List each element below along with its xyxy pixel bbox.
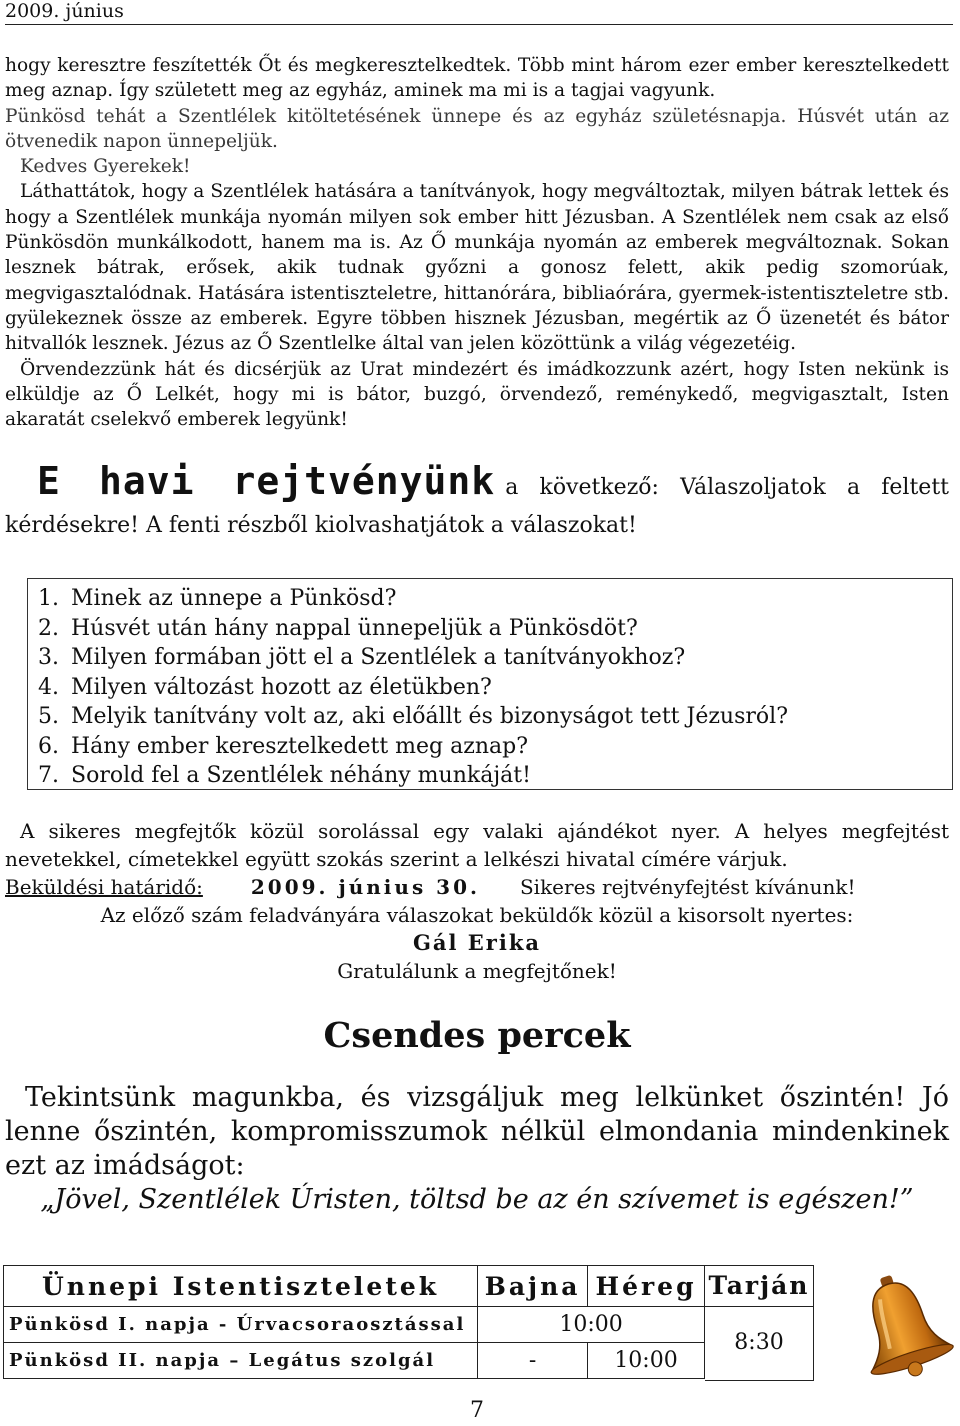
- column-hereg: Héreg: [588, 1266, 705, 1307]
- question-item: [38, 702, 952, 732]
- service-time-2-bajna: -: [478, 1343, 588, 1379]
- question-number: 5.: [38, 704, 59, 729]
- column-bajna: Bajna: [478, 1266, 588, 1307]
- question-text: Milyen formában jött el a Szentlélek a tanítványokhoz?: [71, 645, 686, 670]
- questions-box: [27, 578, 953, 790]
- previous-winner-text: Az előző szám feladványára válaszokat beküldők közül a kisorsolt nyertes:: [100, 903, 854, 927]
- service-label-2: Pünkösd II. napja – Legátus szolgál: [4, 1343, 478, 1379]
- question-text: Melyik tanítvány volt az, aki előállt és bizonyságot tett Jézusról?: [71, 704, 788, 729]
- services-table: [3, 1265, 705, 1379]
- services-header: Ünnepi Istentiszteletek: [4, 1266, 478, 1307]
- results-paragraph: A sikeres megfejtők közül sorolással egy valaki ajándékot nyer. A helyes megfejtést nevetekkel, címetekkel együtt szokás szerint a lelkészi hivatal címére várjuk.: [5, 819, 949, 871]
- prayer-intro: Tekintsünk magunkba, és vizsgáljuk meg lelkünket őszintén! Jó lenne őszintén, kompromisszumok nélkül elmondania mindenkinek ezt az imádságot:: [5, 1082, 949, 1181]
- service-row-1: [4, 1307, 705, 1343]
- body-paragraph-4: Örvendezzünk hát és dicsérjük az Urat mindezért és imádkozzunk azért, hogy Isten nekünk is elküldje az Ő Lelkét, hogy mi is bátor, buzgó, örvendező, reménykedő, megvigasztalt, Isten akaratát cselekvő emberek legyünk!: [5, 358, 949, 431]
- deadline-label: Beküldési határidő:: [5, 875, 203, 899]
- prayer-quote: „Jövel, Szentlélek Úristen, töltsd be az én szívemet is egészen!”: [40, 1184, 914, 1215]
- service-time-1: 10:00: [478, 1307, 705, 1343]
- question-number: 2.: [38, 615, 59, 641]
- header-rule: [5, 24, 953, 25]
- riddle-intro-text: a következő: Válaszoljatok a feltett kérdésekre! A fenti részből kiolvashatjátok a válaszokat!: [5, 475, 949, 538]
- question-item: [38, 643, 952, 673]
- question-text: Sorold fel a Szentlélek néhány munkáját!: [71, 763, 531, 788]
- question-number: 3.: [38, 645, 59, 670]
- results-block: [5, 817, 949, 985]
- service-row-2: [4, 1343, 705, 1379]
- body-text: [5, 53, 949, 432]
- body-greeting: Kedves Gyerekek!: [20, 156, 191, 178]
- deadline-line: [5, 873, 949, 901]
- service-label-1: Pünkösd I. napja - Úrvacsoraosztással: [4, 1307, 478, 1343]
- prayer-block: [5, 1081, 949, 1217]
- question-item: [38, 761, 952, 791]
- question-text: Milyen változást hozott az életükben?: [71, 674, 492, 700]
- question-number: 1.: [38, 586, 59, 611]
- wish-text: Sikeres rejtvényfejtést kívánunk!: [519, 875, 856, 899]
- deadline-date: 2009. június 30.: [250, 875, 480, 899]
- question-number: 4.: [38, 674, 59, 700]
- service-time-tarjan: 8:30: [705, 1305, 814, 1381]
- question-number: 7.: [38, 763, 59, 788]
- riddle-title: E havi rejtvényünk: [37, 459, 496, 503]
- question-item: [38, 732, 952, 762]
- questions-list: [28, 579, 952, 791]
- body-paragraph-2: Pünkösd tehát a Szentlélek kitöltetésének ünnepe és az egyház születésnapja. Húsvét után az ötvenedik napon ünnepeljük.: [5, 105, 949, 152]
- winner-name: Gál Erika: [412, 930, 542, 955]
- body-paragraph-1: hogy keresztre feszítették Őt és megkeresztelkedtek. Több mint három ezer ember keresztelkedett meg aznap. Így született meg az egyház, aminek ma mi is a tagjai vagyunk.: [5, 55, 949, 102]
- question-text: Hány ember keresztelkedett meg aznap?: [71, 733, 529, 759]
- service-time-2-hereg: 10:00: [588, 1343, 705, 1379]
- column-tarjan: Tarján: [705, 1265, 814, 1307]
- section-title: Csendes percek: [323, 1015, 631, 1056]
- body-paragraph-3: Láthattátok, hogy a Szentlélek hatására a tanítványok, hogy megváltoztak, milyen bátrak lettek és hogy a Szentlélek munkája nyomán milyen sok ember hitt Jézusban. A Szentlélek nem csak az első Pünkösdön munkálkodott, hanem ma is. Az Ő munkája nyomán az emberek megváltoznak. Sokan lesznek bátrak, erősek, akik tudnak győzni a gonosz felett, akik pedig szomorúak, megvigasztalódnak. Hatására istentiszteletre, hittanórára, bibliaórára, gyermek-istentiszteletre stb. gyülekeznek össze az emberek. Egyre többen hisznek Jézusban, megértik az Ő üzenetét és bátor hitvallók lesznek. Jézus az Ő Szentlelke által van jelen közöttünk a világ végezetéig.: [5, 181, 949, 355]
- question-item: [38, 673, 952, 703]
- congrats-text: Gratulálunk a megfejtőnek!: [337, 959, 617, 983]
- page-number: 7: [470, 1398, 484, 1423]
- question-item: [38, 614, 952, 644]
- question-text: Húsvét után hány nappal ünnepeljük a Pünkösdöt?: [71, 615, 638, 641]
- riddle-intro: [5, 459, 949, 545]
- header-date: 2009. június: [5, 0, 124, 22]
- question-number: 6.: [38, 733, 59, 759]
- bell-icon: [848, 1268, 956, 1388]
- question-item: [38, 584, 952, 614]
- question-text: Minek az ünnepe a Pünkösd?: [71, 586, 397, 611]
- services-header-row: [4, 1266, 705, 1307]
